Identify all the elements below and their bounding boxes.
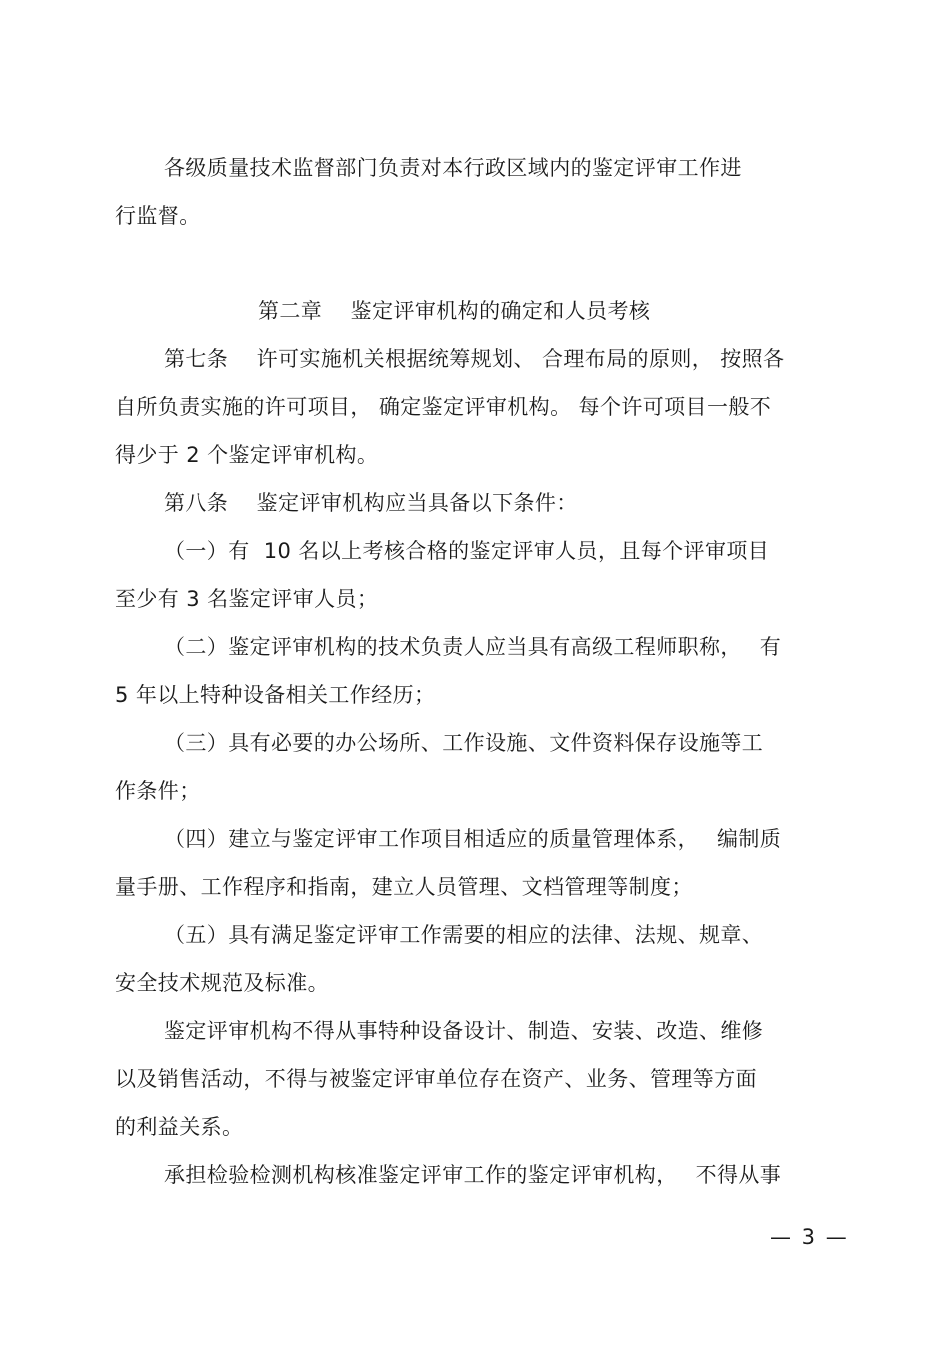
restriction-paragraph-line-2: 以及销售活动，不得与被鉴定评审单位存在资产、业务、管理等方面 <box>115 1067 757 1091</box>
condition-2-line-1: （二）鉴定评审机构的技术负责人应当具有高级工程师职称， 有 <box>164 635 782 659</box>
supervision-paragraph-line-1: 各级质量技术监督部门负责对本行政区域内的鉴定评审工作进 <box>164 156 742 180</box>
condition-5-line-1: （五）具有满足鉴定评审工作需要的相应的法律、法规、规章、 <box>164 923 764 947</box>
condition-3-line-1: （三）具有必要的办公场所、工作设施、文件资料保存设施等工 <box>164 731 764 755</box>
restriction-paragraph-line-3: 的利益关系。 <box>115 1115 244 1139</box>
condition-1-line-2: 至少有 3 名鉴定评审人员； <box>115 587 379 611</box>
condition-2-line-2: 5 年以上特种设备相关工作经历； <box>115 683 436 707</box>
article-7-line-2: 自所负责实施的许可项目， 确定鉴定评审机构。 每个许可项目一般不 <box>115 395 772 419</box>
supervision-paragraph-line-2: 行监督。 <box>115 204 201 228</box>
article-7-line-3: 得少于 2 个鉴定评审机构。 <box>115 443 379 467</box>
article-7-line-1: 第七条 许可实施机关根据统筹规划、 合理布局的原则， 按照各 <box>164 347 785 371</box>
article-8-line-1: 第八条 鉴定评审机构应当具备以下条件： <box>164 491 578 515</box>
condition-5-line-2: 安全技术规范及标准。 <box>115 971 329 995</box>
condition-4-line-1: （四）建立与鉴定评审工作项目相适应的质量管理体系， 编制质 <box>164 827 782 851</box>
inspection-paragraph-line-1: 承担检验检测机构核准鉴定评审工作的鉴定评审机构， 不得从事 <box>164 1163 782 1187</box>
condition-4-line-2: 量手册、工作程序和指南，建立人员管理、文档管理等制度； <box>115 875 693 899</box>
condition-3-line-2: 作条件； <box>115 779 201 803</box>
condition-1-line-1: （一）有 10 名以上考核合格的鉴定评审人员，且每个评审项目 <box>164 539 770 563</box>
restriction-paragraph-line-1: 鉴定评审机构不得从事特种设备设计、制造、安装、改造、维修 <box>164 1019 764 1043</box>
chapter-heading: 第二章 鉴定评审机构的确定和人员考核 <box>258 299 651 323</box>
page-number: — 3 — <box>770 1225 849 1249</box>
